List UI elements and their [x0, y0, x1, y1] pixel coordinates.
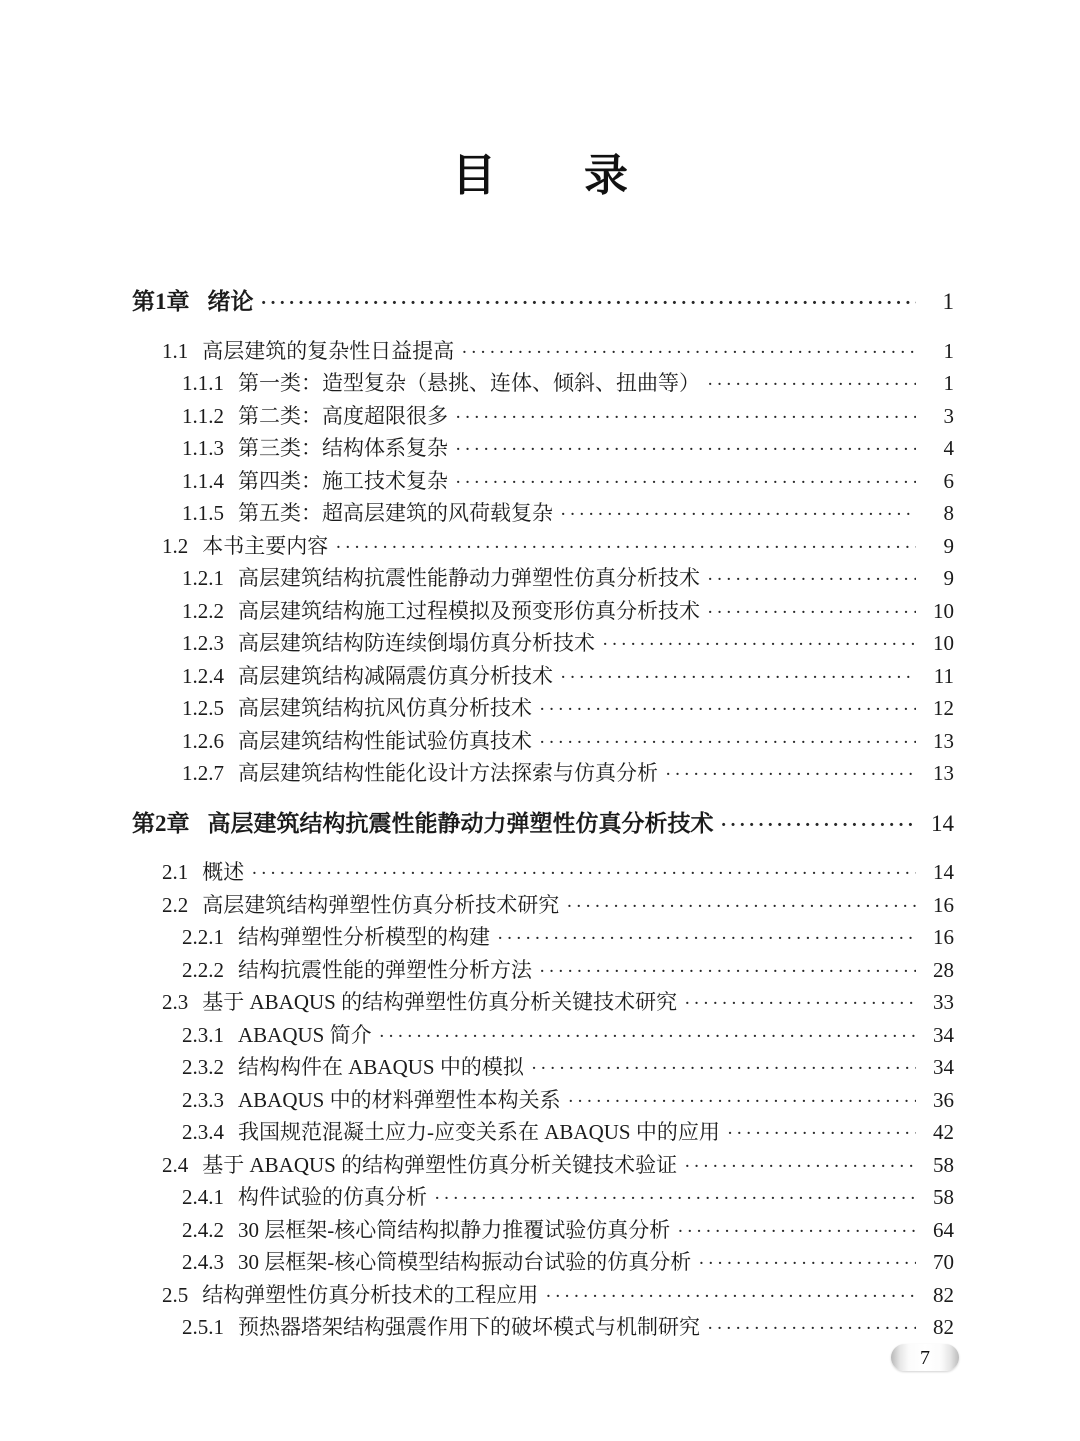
entry-page-number: 70 — [933, 1250, 954, 1275]
entry-page-number: 64 — [933, 1217, 954, 1242]
toc-row — [132, 987, 954, 1020]
entry-page-number: 11 — [933, 663, 954, 688]
entry-number: 1.2.2 — [182, 598, 224, 623]
entry-page-number: 16 — [933, 925, 954, 950]
toc-list — [132, 286, 954, 1345]
entry-title: 第四类：施工技术复杂 — [238, 468, 448, 493]
dot-leader — [455, 402, 916, 434]
toc-row — [132, 368, 954, 401]
dot-leader — [539, 727, 916, 759]
page-number: 7 — [920, 1346, 930, 1369]
toc-row — [132, 955, 954, 988]
entry-number: 2.4.2 — [182, 1217, 224, 1242]
entry-page-number: 9 — [943, 566, 954, 591]
dot-leader — [721, 810, 917, 842]
entry-title: 高层建筑结构抗风仿真分析技术 — [238, 696, 532, 721]
dot-leader — [434, 1183, 916, 1215]
entry-title: 高层建筑结构施工过程模拟及预变形仿真分析技术 — [238, 598, 700, 623]
toc-row — [132, 1085, 954, 1118]
entry-title: 构件试验的仿真分析 — [238, 1185, 427, 1210]
entry-title: 基于 ABAQUS 的结构弹塑性仿真分析关键技术研究 — [202, 990, 678, 1015]
entry-number: 第2章 — [132, 810, 190, 836]
entry-number: 1.1.3 — [182, 436, 224, 461]
dot-leader — [455, 434, 916, 466]
entry-page-number: 82 — [933, 1315, 954, 1340]
dot-leader — [665, 759, 916, 791]
toc-row — [132, 890, 954, 923]
dot-leader — [461, 337, 916, 369]
dot-leader — [560, 499, 916, 531]
entry-title: 高层建筑结构抗震性能静动力弹塑性仿真分析技术 — [238, 566, 700, 591]
entry-page-number: 3 — [943, 403, 954, 428]
entry-page-number: 16 — [933, 892, 954, 917]
dot-leader — [455, 467, 916, 499]
entry-number: 2.4.1 — [182, 1185, 224, 1210]
entry-page-number: 34 — [933, 1055, 954, 1080]
entry-title: 绪论 — [207, 289, 254, 315]
entry-title: 概述 — [202, 860, 245, 885]
entry-title: 高层建筑结构弹塑性仿真分析技术研究 — [202, 892, 560, 917]
entry-title: 高层建筑结构抗震性能静动力弹塑性仿真分析技术 — [207, 810, 714, 836]
toc-row — [132, 758, 954, 791]
toc-row — [132, 563, 954, 596]
dot-leader — [261, 288, 917, 320]
entry-page-number: 34 — [933, 1022, 954, 1047]
entry-number: 2.5 — [162, 1282, 189, 1307]
entry-title: 第三类：结构体系复杂 — [238, 436, 448, 461]
entry-number: 2.2.2 — [182, 957, 224, 982]
entry-number: 2.2 — [162, 892, 189, 917]
entry-number: 2.1 — [162, 860, 189, 885]
dot-leader — [707, 564, 916, 596]
entry-title: 本书主要内容 — [202, 533, 329, 558]
entry-title: 结构抗震性能的弹塑性分析方法 — [238, 957, 532, 982]
entry-page-number: 58 — [933, 1152, 954, 1177]
entry-number: 2.3.2 — [182, 1055, 224, 1080]
entry-title: 第一类：造型复杂（悬挑、连体、倾斜、扭曲等） — [238, 371, 700, 396]
entry-title: 基于 ABAQUS 的结构弹塑性仿真分析关键技术验证 — [202, 1152, 678, 1177]
toc-chapter-row — [132, 286, 954, 320]
page-title: 目 录 — [452, 151, 628, 200]
entry-page-number: 1 — [943, 338, 954, 363]
entry-number: 1.2 — [162, 533, 189, 558]
entry-page-number: 1 — [943, 371, 954, 396]
dot-leader — [531, 1053, 916, 1085]
entry-title: 高层建筑结构防连续倒塌仿真分析技术 — [238, 631, 595, 656]
dot-leader — [602, 629, 916, 661]
toc-row — [132, 596, 954, 629]
entry-page-number: 12 — [933, 696, 954, 721]
entry-title: 第二类：高度超限很多 — [238, 403, 448, 428]
entry-page-number: 6 — [943, 468, 954, 493]
entry-number: 1.1.1 — [182, 371, 224, 396]
toc-row — [132, 466, 954, 499]
toc-row — [132, 336, 954, 369]
entry-title: 结构弹塑性分析模型的构建 — [238, 925, 490, 950]
toc-row — [132, 1150, 954, 1183]
toc-row — [132, 922, 954, 955]
toc-row — [132, 628, 954, 661]
toc-row — [132, 401, 954, 434]
toc-chapter-row — [132, 808, 954, 842]
dot-leader — [379, 1021, 916, 1053]
dot-leader — [539, 956, 916, 988]
entry-page-number: 8 — [943, 501, 954, 526]
dot-leader — [560, 662, 916, 694]
entry-title: ABAQUS 简介 — [238, 1022, 372, 1047]
entry-number: 1.2.7 — [182, 761, 224, 786]
toc-row — [132, 1312, 954, 1345]
entry-number: 1.2.5 — [182, 696, 224, 721]
toc-row — [132, 726, 954, 759]
entry-number: 1.1.5 — [182, 501, 224, 526]
toc-row — [132, 1117, 954, 1150]
toc-row — [132, 1182, 954, 1215]
toc-row — [132, 433, 954, 466]
entry-title: 我国规范混凝土应力-应变关系在 ABAQUS 中的应用 — [238, 1120, 720, 1145]
entry-page-number: 13 — [933, 728, 954, 753]
entry-number: 1.2.6 — [182, 728, 224, 753]
toc-row — [132, 857, 954, 890]
entry-title: 30 层框架-核心筒模型结构振动台试验的仿真分析 — [238, 1250, 692, 1275]
entry-page-number: 28 — [933, 957, 954, 982]
entry-title: 高层建筑的复杂性日益提高 — [202, 338, 455, 363]
dot-leader — [539, 694, 916, 726]
dot-leader — [335, 532, 916, 564]
dot-leader — [545, 1281, 916, 1313]
toc-row — [132, 693, 954, 726]
entry-title: 30 层框架-核心筒结构拟静力推覆试验仿真分析 — [238, 1217, 671, 1242]
entry-number: 2.3.4 — [182, 1120, 224, 1145]
dot-leader — [698, 1248, 916, 1280]
entry-page-number: 13 — [933, 761, 954, 786]
entry-title: 高层建筑结构性能试验仿真技术 — [238, 728, 532, 753]
dot-leader — [684, 988, 916, 1020]
entry-number: 2.5.1 — [182, 1315, 224, 1340]
entry-page-number: 42 — [933, 1120, 954, 1145]
toc-row — [132, 661, 954, 694]
entry-number: 1.1.2 — [182, 403, 224, 428]
entry-page-number: 10 — [933, 631, 954, 656]
entry-title: 第五类：超高层建筑的风荷载复杂 — [238, 501, 553, 526]
entry-number: 2.2.1 — [182, 925, 224, 950]
toc-row — [132, 498, 954, 531]
dot-leader — [568, 1086, 916, 1118]
dot-leader — [707, 1313, 916, 1345]
page-number-badge — [891, 1344, 959, 1371]
entry-page-number: 14 — [931, 810, 954, 836]
dot-leader — [497, 923, 916, 955]
toc-row — [132, 1247, 954, 1280]
entry-page-number: 82 — [933, 1282, 954, 1307]
entry-title: 高层建筑结构性能化设计方法探索与仿真分析 — [238, 761, 658, 786]
dot-leader — [251, 858, 916, 890]
entry-number: 1.2.1 — [182, 566, 224, 591]
dot-leader — [707, 597, 916, 629]
toc-row — [132, 1280, 954, 1313]
entry-title: ABAQUS 中的材料弹塑性本构关系 — [238, 1087, 561, 1112]
entry-page-number: 4 — [943, 436, 954, 461]
entry-page-number: 58 — [933, 1185, 954, 1210]
entry-page-number: 36 — [933, 1087, 954, 1112]
entry-page-number: 10 — [933, 598, 954, 623]
entry-number: 1.1 — [162, 338, 189, 363]
toc-row — [132, 1052, 954, 1085]
entry-number: 2.3 — [162, 990, 189, 1015]
entry-number: 1.2.4 — [182, 663, 224, 688]
entry-title: 结构弹塑性仿真分析技术的工程应用 — [202, 1282, 539, 1307]
entry-title: 高层建筑结构减隔震仿真分析技术 — [238, 663, 553, 688]
toc-row — [132, 1215, 954, 1248]
entry-page-number: 33 — [933, 990, 954, 1015]
dot-leader — [566, 891, 916, 923]
dot-leader — [677, 1216, 916, 1248]
entry-number: 2.3.1 — [182, 1022, 224, 1047]
dot-leader — [727, 1118, 916, 1150]
entry-number: 1.2.3 — [182, 631, 224, 656]
entry-title: 预热器塔架结构强震作用下的破坏模式与机制研究 — [238, 1315, 700, 1340]
entry-number: 1.1.4 — [182, 468, 224, 493]
entry-number: 2.4.3 — [182, 1250, 224, 1275]
toc-row — [132, 531, 954, 564]
dot-leader — [707, 369, 916, 401]
entry-page-number: 9 — [943, 533, 954, 558]
entry-number: 第1章 — [132, 289, 190, 315]
entry-page-number: 14 — [933, 860, 954, 885]
entry-title: 结构构件在 ABAQUS 中的模拟 — [238, 1055, 524, 1080]
entry-page-number: 1 — [942, 289, 954, 315]
entry-number: 2.3.3 — [182, 1087, 224, 1112]
dot-leader — [684, 1151, 916, 1183]
toc-row — [132, 1020, 954, 1053]
entry-number: 2.4 — [162, 1152, 189, 1177]
